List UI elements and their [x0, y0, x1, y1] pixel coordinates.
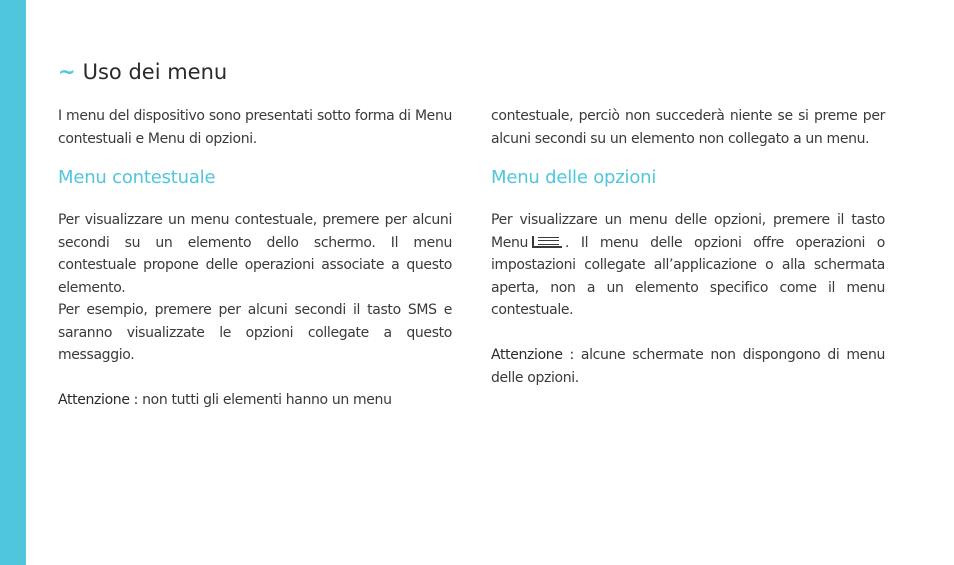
options-menu-paragraph	[491, 209, 885, 322]
options-menu-heading: Menu delle opzioni	[491, 167, 657, 188]
note-text: alcune schermate non dispongono di menu delle opzioni.	[491, 347, 885, 386]
note-label: Attenzione :	[58, 392, 139, 408]
context-menu-paragraph-1: Per visualizzare un menu contestuale, premere per alcuni secondi su un elemento dello schermo. Il menu contestuale propone delle operazioni associate a questo elemento.	[58, 212, 452, 296]
menu-key-icon	[532, 236, 562, 248]
context-menu-heading: Menu contestuale	[58, 167, 216, 188]
continuation-paragraph: contestuale, perciò non succederà niente se si preme per alcuni secondi su un elemento non collegato a un menu.	[491, 108, 885, 147]
side-accent-bar	[0, 0, 26, 565]
left-column	[58, 105, 452, 412]
note-text: non tutti gli elementi hanno un menu	[138, 392, 392, 408]
title-text: Uso dei menu	[82, 60, 228, 84]
options-text-before-icon: Per visualizzare un menu delle opzioni, premere il tasto Menu	[491, 212, 885, 251]
right-column	[491, 105, 885, 389]
intro-paragraph: I menu del dispositivo sono presentati sotto forma di Menu contestuali e Menu di opzioni.	[58, 108, 452, 147]
note-paragraph-left	[58, 389, 452, 412]
title-tilde: ~	[58, 60, 76, 84]
note-label: Attenzione :	[491, 347, 574, 363]
page-title	[58, 58, 227, 86]
note-paragraph-right	[491, 344, 885, 389]
options-text-after-icon: . Il menu delle opzioni offre operazioni o impostazioni collegate all’applicazione o alla schermata aperta, non a un elemento specifico come il menu contestuale.	[491, 234, 885, 318]
context-menu-paragraph-2: Per esempio, premere per alcuni secondi il tasto SMS e saranno visualizzate le opzioni collegate a questo messaggio.	[58, 302, 452, 363]
